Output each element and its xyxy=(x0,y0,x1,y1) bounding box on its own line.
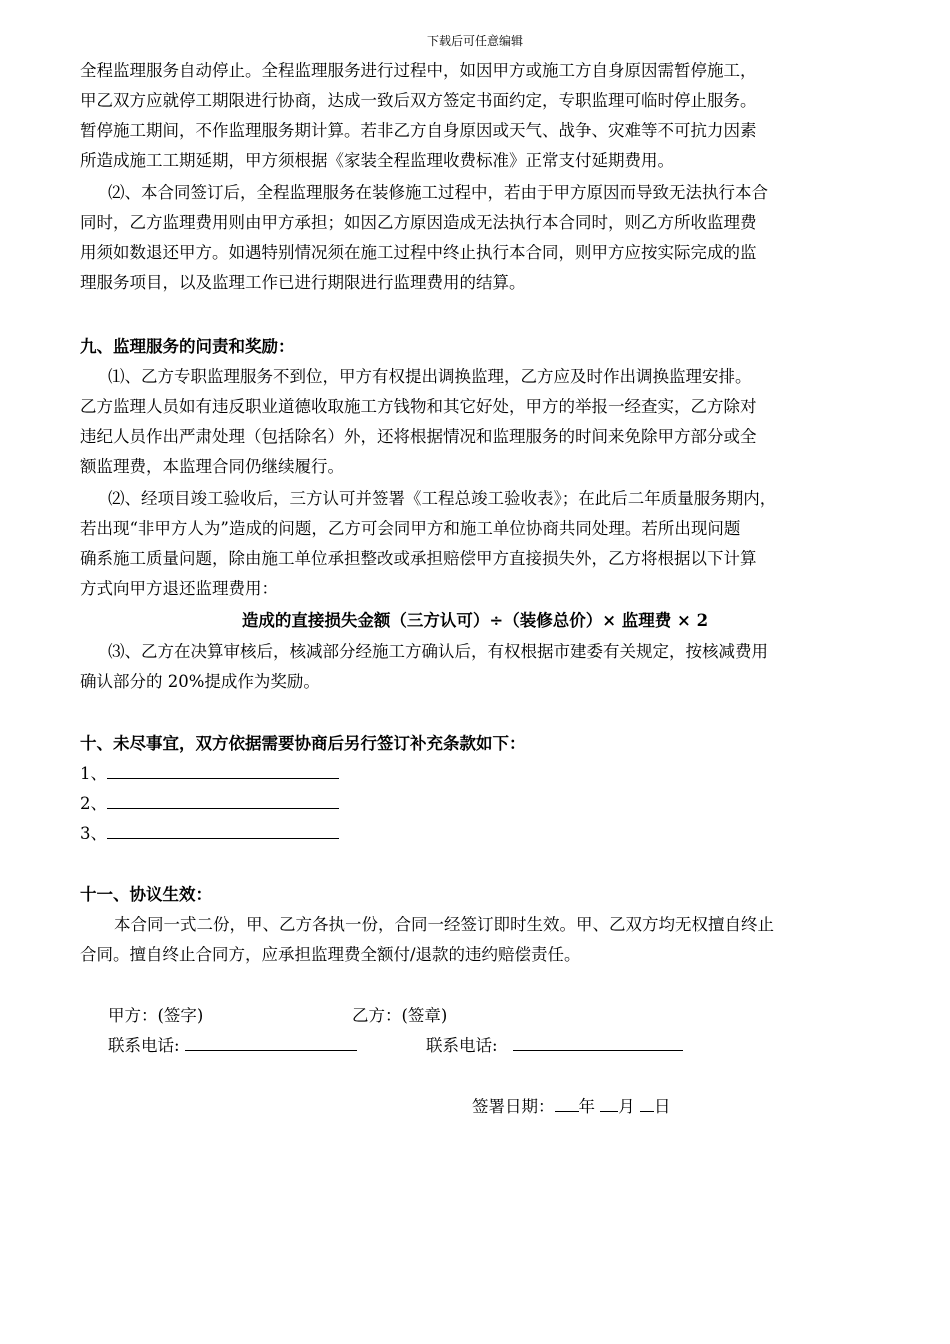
blank-line[interactable] xyxy=(107,820,339,839)
section-11-title: 十一、协议生效： xyxy=(80,885,212,904)
blank-line[interactable] xyxy=(107,760,339,779)
text-line: 本合同一式二份，甲、乙方各执一份，合同一经签订即时生效。甲、乙双方均无权擅自终止 xyxy=(114,915,774,934)
supplement-item-2 xyxy=(80,789,339,819)
section-9-clause-1 xyxy=(80,362,888,482)
party-b-phone xyxy=(426,1031,683,1061)
phone-label: 联系电话: xyxy=(426,1036,503,1055)
supplement-item-1 xyxy=(80,759,339,789)
section-9-title: 九、监理服务的问责和奖励： xyxy=(80,337,295,356)
text-line: ⑵、经项目竣工验收后，三方认可并签署《工程总竣工验收表》；在此后二年质量服务期内， xyxy=(108,489,777,508)
section-9-clause-2 xyxy=(80,484,888,604)
text-line: 同时，乙方监理费用则由甲方承担；如因乙方原因造成无法执行本合同时，则乙方所收监理费 xyxy=(80,213,757,232)
text-line: ⑴、乙方专职监理服务不到位，甲方有权提出调换监理，乙方应及时作出调换监理安排。 xyxy=(108,367,752,386)
month-blank[interactable] xyxy=(600,1093,618,1112)
text-line: 全程监理服务自动停止。全程监理服务进行过程中，如因甲方或施工方自身原因需暂停施工， xyxy=(80,61,757,80)
party-a-phone xyxy=(108,1031,357,1061)
text-line: 乙方监理人员如有违反职业道德收取施工方钱物和其它好处，甲方的举报一经查实，乙方除对 xyxy=(80,397,757,416)
party-a-signature: 甲方：(签字) xyxy=(108,1006,204,1025)
year-blank[interactable] xyxy=(555,1093,579,1112)
text-line: ⑵、本合同签订后，全程监理服务在装修施工过程中，若由于甲方原因而导致无法执行本合 xyxy=(108,183,768,202)
phone-blank[interactable] xyxy=(185,1032,357,1051)
section-10-title: 十、未尽事宜，双方依据需要协商后另行签订补充条款如下： xyxy=(80,734,526,753)
phone-label: 联系电话: xyxy=(108,1036,185,1055)
day-label: 日 xyxy=(654,1097,671,1116)
refund-formula: 造成的直接损失金额（三方认可）÷（装修总价）× 监理费 × 2 xyxy=(241,611,709,630)
item-number: 3、 xyxy=(80,824,107,843)
party-b-signature: 乙方：(签章) xyxy=(352,1006,448,1025)
text-line: 合同。擅自终止合同方，应承担监理费全额付/退款的违约赔偿责任。 xyxy=(80,945,581,964)
text-line: 甲乙双方应就停工期限进行协商，达成一致后双方签定书面约定，专职监理可临时停止服务。 xyxy=(80,91,757,110)
month-label: 月 xyxy=(618,1097,635,1116)
item-number: 2、 xyxy=(80,794,107,813)
text-line: 理服务项目，以及监理工作已进行期限进行监理费用的结算。 xyxy=(80,273,526,292)
text-line: 方式向甲方退还监理费用： xyxy=(80,579,278,598)
day-blank[interactable] xyxy=(640,1093,654,1112)
text-line: 确认部分的 20%提成作为奖励。 xyxy=(80,672,320,691)
paragraph-continuation xyxy=(80,56,888,176)
text-line: 用须如数退还甲方。如遇特别情况须在施工过程中终止执行本合同，则甲方应按实际完成的监 xyxy=(80,243,757,262)
section-9-clause-3 xyxy=(80,637,888,697)
text-line: 确系施工质量问题，除由施工单位承担整改或承担赔偿甲方直接损失外，乙方将根据以下计算 xyxy=(80,549,757,568)
text-line: 违纪人员作出严肃处理（包括除名）外，还将根据情况和监理服务的时间来免除甲方部分或全 xyxy=(80,427,757,446)
text-line: 暂停施工期间，不作监理服务期计算。若非乙方自身原因或天气、战争、灾难等不可抗力因素 xyxy=(80,121,757,140)
year-label: 年 xyxy=(578,1097,595,1116)
text-line: 额监理费，本监理合同仍继续履行。 xyxy=(80,457,344,476)
supplement-item-3 xyxy=(80,819,339,849)
item-number: 1、 xyxy=(80,764,107,783)
phone-blank[interactable] xyxy=(513,1032,683,1051)
text-line: 所造成施工工期延期，甲方须根据《家装全程监理收费标准》正常支付延期费用。 xyxy=(80,151,674,170)
blank-line[interactable] xyxy=(107,790,339,809)
text-line: 若出现“非甲方人为”造成的问题，乙方可会同甲方和施工单位协商共同处理。若所出现问题 xyxy=(80,519,741,538)
section-11-body xyxy=(80,910,888,970)
date-label: 签署日期： xyxy=(472,1097,555,1116)
text-line: ⑶、乙方在决算审核后，核减部分经施工方确认后，有权根据市建委有关规定，按核减费用 xyxy=(108,642,768,661)
page-header: 下载后可任意编辑 xyxy=(426,34,523,48)
signing-date xyxy=(472,1092,671,1122)
paragraph-clause-2 xyxy=(80,178,888,298)
